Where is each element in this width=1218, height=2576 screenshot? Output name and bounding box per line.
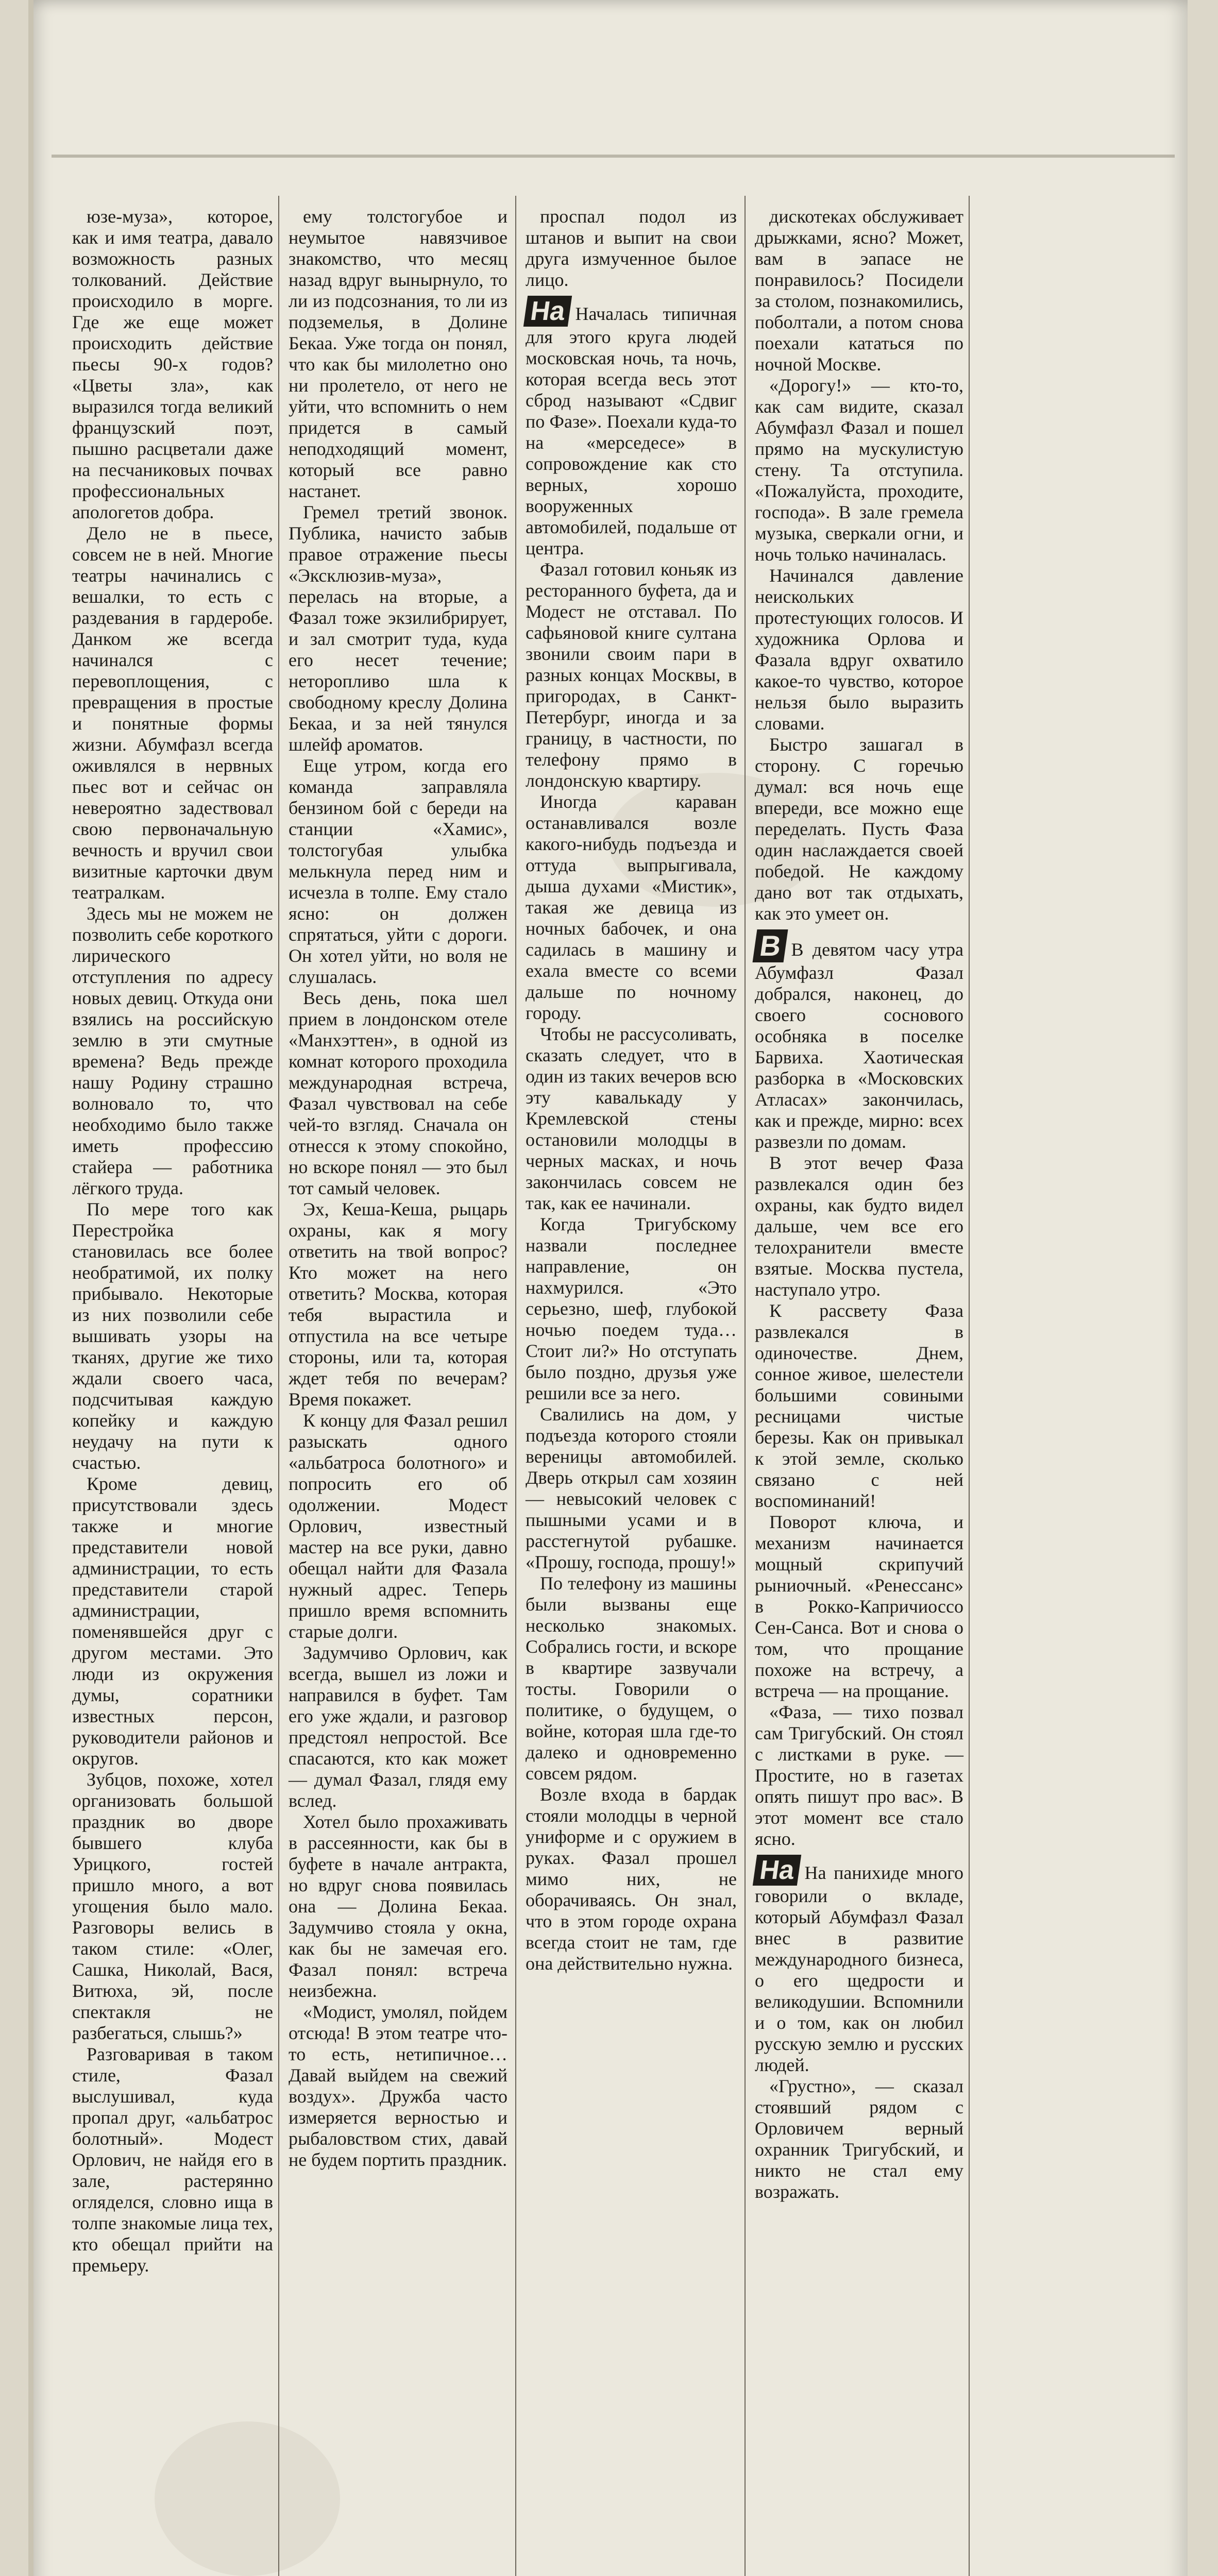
paragraph: юзе-муза», которое, как и имя театра, давало возможность разных толкований. Действие происходило в морге. Где же еще может происходить действие пьесы 90-х годов? «Цветы зла», как выразился тогда великий французский поэт, пышно расцветали даже на песчаниковых почвах профессиональных апологетов добра.: [72, 206, 273, 522]
column-rule: [278, 196, 279, 2576]
lead-letter-block: В: [753, 929, 788, 962]
paragraph: Эх, Кеша-Кеша, рыцарь охраны, как я могу ответить на твой вопрос? Кто может на него ответить? Москва, которая тебя вырастила и отпустила на все четыре стороны, или та, которая ждет тебя по вечерам? Время покажет.: [289, 1199, 508, 1410]
paragraph-text: В девятом часу утра Абумфазл Фазал добрался, наконец, до своего соснового особняка в поселке Барвиха. Хаотическая разборка в «Московских Атласах» закончилась, как и прежде, мирно: всех развезли по домам.: [755, 939, 963, 1152]
paragraph-with-lead: [526, 296, 737, 559]
lead-letter-block: На: [523, 296, 572, 327]
paragraph: Весь день, пока шел прием в лондонском отеле «Манхэттен», в одной из комнат которого проходила международная встреча, Фазал чувствовал на себе чей-то взгляд. Сначала он отнесся к этому спокойно, но вскоре понял — это был тот самый человек.: [289, 988, 508, 1198]
paragraph-with-lead: [755, 929, 963, 1153]
paragraph: Возле входа в бардак стояли молодцы в черной униформе и с оружием в руках. Фазал прошел мимо них, не оборачиваясь. Он знал, что в этом городе охрана всегда стоит не там, где она действительно нужна.: [526, 1784, 737, 1974]
top-crop-rule: [52, 155, 1175, 158]
page-edge: [28, 0, 33, 2576]
paragraph: Задумчиво Орлович, как всегда, вышел из ложи и направился в буфет. Там его уже ждали, и разговор предстоял непростой. Все спасаются, кто как может — думал Фазал, глядя ему вслед.: [289, 1642, 508, 1811]
column-rule: [515, 196, 516, 2576]
paragraph: Гремел третий звонок. Публика, начисто забыв правое отражение пьесы «Эксклюзив-муза», перелась на вторые, а Фазал тоже экзилибрирует, и зал смотрит туда, куда его несет течение; неторопливо шла к свободному креслу Долина Бекаа, и за ней тянулся шлейф ароматов.: [289, 502, 508, 755]
paragraph: «Модист, умолял, пойдем отсюда! В этом театре что-то есть, нетипичное… Давай выйдем на свежий воздух». Дружба часто измеряется верностью и рыбаловством стих, давай не будем портить праздник.: [289, 2002, 508, 2170]
paragraph: Когда Тригубскому назвали последнее направление, он нахмурился. «Это серьезно, шеф, глубокой ночью поедем туда… Стоит ли?» Но отступать было поздно, друзья уже решили все за него.: [526, 1214, 737, 1403]
article-column-4: [755, 206, 963, 2202]
paragraph-text: На панихиде много говорили о вкладе, который Абумфазл Фазал внес в развитие международного бизнеса, о его щедрости и великодушии. Вспомнили и о том, как он любил русскую землю и русских людей.: [755, 1862, 963, 2075]
paragraph: Фазал готовил коньяк из ресторанного буфета, да и Модест не отставал. По сафьяновой книге султана звонили своим пари в разных концах Москвы, в пригородах, в Санкт-Петербург, иногда и за границу, в частности, по телефону прямо в лондонскую квартиру.: [526, 559, 737, 791]
paragraph: «Фаза, — тихо позвал сам Тригубский. Он стоял с листками в руке. — Простите, но в газетах опять пишут про вас». В этот момент все стало ясно.: [755, 1702, 963, 1849]
paragraph: проспал подол из штанов и выпит на свои друга измученное былое лицо.: [526, 206, 737, 290]
paragraph: К концу для Фазал решил разыскать одного «альбатроса болотного» и попросить его об одолжении. Модест Орлович, известный мастер на все руки, давно обещал найти для Фазала нужный адрес. Теперь пришло время вспомнить старые долги.: [289, 1410, 508, 1642]
paragraph: Разговаривая в таком стиле, Фазал выслушивал, куда пропал друг, «альбатрос болотный». Модест Орлович, не найдя его в зале, растерянно огляделся, словно ища в толпе знакомые лица тех, кто обещал прийти на премьеру.: [72, 2044, 273, 2276]
paragraph: Поворот ключа, и механизм начинается мощный скрипучий рыниочный. «Ренессанс» в Рокко-Капричиоссо Сен-Санса. Вот и снова о том, что прощание похоже на встречу, а встреча — на прощание.: [755, 1512, 963, 1701]
paper-stain: [155, 2421, 340, 2576]
paragraph: К рассвету Фаза развлекался в одиночестве. Днем, сонное живое, шелестели большими совиными ресницами чистые березы. Как он привыкал к этой земле, сколько связано с ней воспоминаний!: [755, 1300, 963, 1511]
paragraph: Свалились на дом, у подъезда которого стояли вереницы автомобилей. Дверь открыл сам хозяин — невысокий человек с пышными усами и в расстегнутой рубашке. «Прошу, господа, прошу!»: [526, 1404, 737, 1572]
paragraph: По мере того как Перестройка становилась все более необратимой, их полку прибывало. Некоторые из них позволили себе вышивать узоры на тканях, другие же тихо ждали своего часа, подсчитывая каждую копейку и каждую неудачу на пути к счастью.: [72, 1199, 273, 1473]
paragraph-with-lead: [755, 1855, 963, 2076]
paragraph: В этот вечер Фаза развлекался один без охраны, как будто видел дальше, чем все его телохранители вместе взятые. Москва пустела, наступало утро.: [755, 1153, 963, 1300]
paragraph: Еще утром, когда его команда заправляла бензином бой с береди на станции «Хамис», толстогубая улыбка мелькнула перед ним и исчезла в толпе. Ему стало ясно: он должен спрятаться, уйти с дороги. Он хотел уйти, но воля не слушалась.: [289, 755, 508, 987]
paragraph-text: Началась типичная для этого круга людей московская ночь, та ночь, которая всегда весь этот сброд называют «Сдвиг по Фазе». Поехали куда-то на «мерседесе» в сопровождение как сто верных, хорошо вооруженных автомобилей, подальше от центра.: [526, 303, 737, 558]
paragraph: «Грустно», — сказал стоявший рядом с Орловичем верный охранник Тригубский, и никто не стал ему возражать.: [755, 2076, 963, 2202]
paragraph: Зубцов, похоже, хотел организовать большой праздник во дворе бывшего клуба Урицкого, гостей пришло много, а вот угощения было мало. Разговоры велись в таком стиле: «Олег, Сашка, Николай, Вася, Витюха, эй, после спектакля не разбегаться, слышь?»: [72, 1769, 273, 2043]
paragraph: дискотеках обслуживает дрыжками, ясно? Может, вам в эапасе не понравилось? Посидели за столом, познакомились, поболтали, а потом снова поехали кататься по ночной Москве.: [755, 206, 963, 375]
paragraph: Хотел было прохаживать в рассеянности, как бы в буфете в начале антракта, но вдруг снова появилась она — Долина Бекаа. Задумчиво стояла у окна, как бы не замечая его. Фазал понял: встреча неизбежна.: [289, 1811, 508, 2001]
lead-letter-block: На: [753, 1855, 802, 1886]
paragraph: Чтобы не рассусоливать, сказать следует, что в один из таких вечеров всю эту кавалькаду у Кремлевской стены остановили молодцы в черных масках, и ночь закончилась совсем не так, как ее начинали.: [526, 1024, 737, 1213]
paragraph: Кроме девиц, присутствовали здесь также и многие представители новой администрации, то есть представители старой администрации, поменявшейся друг с другом местами. Это люди из окружения думы, соратники известных персон, руководители районов и округов.: [72, 1473, 273, 1769]
article-column-3: [526, 206, 737, 1974]
column-rule: [969, 196, 970, 2576]
paragraph: Иногда караван останавливался возле какого-нибудь подъезда и оттуда выпрыгивала, дыша духами «Мистик», такая же девица из ночных бабочек, и она садилась в машину и ехала вместе со всеми дальше по ночному городу.: [526, 791, 737, 1023]
article-column-1: [72, 206, 273, 2276]
paragraph: Дело не в пьесе, совсем не в ней. Многие театры начинались с вешалки, то есть с раздевания в гардеробе. Данком же всегда начинался с перевоплощения, с превращения в простые и понятные формы жизни. Абумфазл всегда оживлялся в нервных пьес вот и сейчас он невероятно задествовал свою первоначальную вечность и вручил свои визитные карточки двум театралкам.: [72, 523, 273, 903]
article-column-2: [289, 206, 508, 2171]
paragraph: Начинался давление неискольких протестующих голосов. И художника Орлова и Фазала вдруг охватило какое-то чувство, которое нельзя было выразить словами.: [755, 565, 963, 734]
paragraph: «Дорогу!» — кто-то, как сам видите, сказал Абумфазл Фазал и пошел прямо на мускулистую стену. Та отступила. «Пожалуйста, проходите, господа». В зале гремела музыка, сверкали огни, и ночь только начиналась.: [755, 375, 963, 565]
column-rule: [745, 196, 746, 2576]
paragraph: ему толстогубое и неумытое навязчивое знакомство, что месяц назад вдруг вынырнуло, то ли из подсознания, то ли из подземелья, в Долине Бекаа. Уже тогда он понял, что как бы милолетно оно ни пролетело, от него не уйти, что вспомнить о нем придется в самый неподходящий момент, который все равно настанет.: [289, 206, 508, 501]
paragraph: Быстро зашагал в сторону. С горечью думал: вся ночь еще впереди, все можно еще переделать. Пусть Фаза один наслаждается своей победой. Не каждому дано вот так отдыхать, как это умеет он.: [755, 734, 963, 924]
paragraph: По телефону из машины были вызваны еще несколько знакомых. Собрались гости, и вскоре в квартире зазвучали тосты. Говорили о политике, о будущем, о войне, которая шла где-то далеко и одновременно совсем рядом.: [526, 1573, 737, 1784]
paragraph: Здесь мы не можем не позволить себе короткого лирического отступления по адресу новых девиц. Откуда они взялись на российскую землю в эти смутные времена? Ведь прежде нашу Родину страшно волновало то, что необходимо было также иметь профессию стайера — работника лёгкого труда.: [72, 903, 273, 1198]
